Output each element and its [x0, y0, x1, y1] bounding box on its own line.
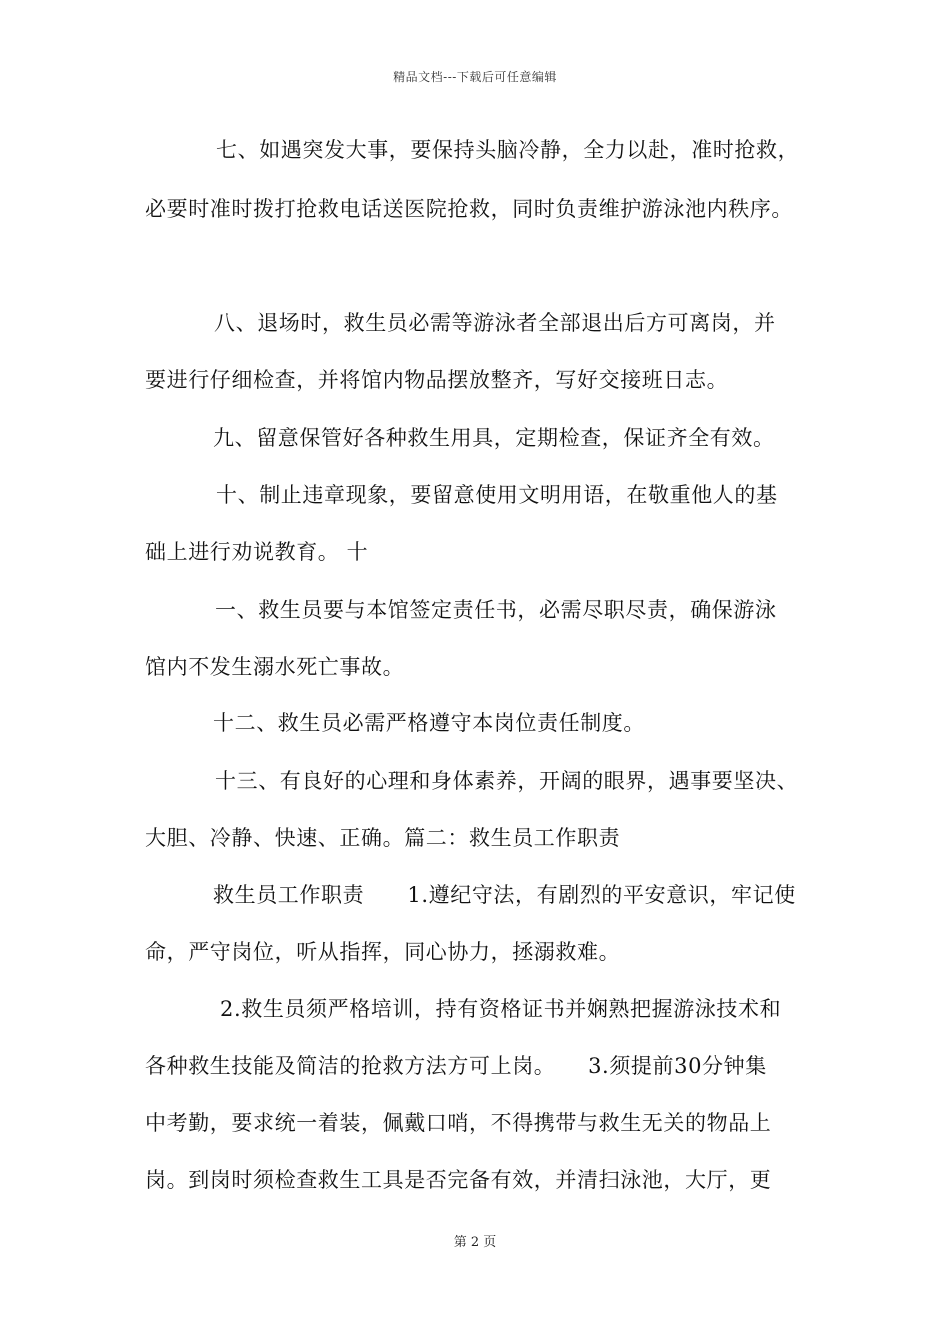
text-line: 础上进行劝说教育。 十 [145, 540, 369, 564]
text-line: 一、救生员要与本馆签定责任书，必需尽职尽责，确保游泳 [215, 598, 777, 622]
text-line: 十、制止违章现象，要留意使用文明用语，在敬重他人的基 [216, 483, 778, 507]
page-header: 精品文档---下载后可任意编辑 [393, 70, 557, 84]
text-line: 各种救生技能及简洁的抢救方法方可上岗。 3.须提前30分钟集 [145, 1054, 767, 1078]
text-line: 八、退场时，救生员必需等游泳者全部退出后方可离岗，并 [214, 311, 776, 335]
text-line: 必要时准时拨打抢救电话送医院抢救，同时负责维护游泳池内秩序。 [145, 197, 793, 221]
text-line: 十三、有良好的心理和身体素养，开阔的眼界，遇事要坚决、 [215, 769, 799, 793]
text-line: 馆内不发生溺水死亡事故。 [145, 655, 405, 679]
text-line: 九、留意保管好各种救生用具，定期检查，保证齐全有效。 [213, 426, 775, 450]
text-line: 要进行仔细检查，并将馆内物品摆放整齐，写好交接班日志。 [145, 368, 729, 392]
text-line: 大胆、冷静、快速、正确。篇二：救生员工作职责 [145, 826, 621, 850]
text-line: 中考勤，要求统一着装，佩戴口哨，不得携带与救生无关的物品上 [145, 1111, 772, 1135]
page-number: 第 2 页 [453, 1235, 497, 1250]
text-line: 2.救生员须严格培训，持有资格证书并娴熟把握游泳技术和 [220, 997, 782, 1021]
text-line: 十二、救生员必需严格遵守本岗位责任制度。 [213, 711, 645, 735]
text-line: 七、如遇突发大事，要保持头脑冷静，全力以赴，准时抢救， [216, 138, 800, 162]
text-line: 命，严守岗位，听从指挥，同心协力，拯溺救难。 [145, 940, 621, 964]
text-line: 岗。到岗时须检查救生工具是否完备有效，并清扫泳池，大厅，更 [145, 1168, 772, 1192]
text-line: 救生员工作职责 1.遵纪守法，有剧烈的平安意识，牢记使 [213, 883, 796, 907]
